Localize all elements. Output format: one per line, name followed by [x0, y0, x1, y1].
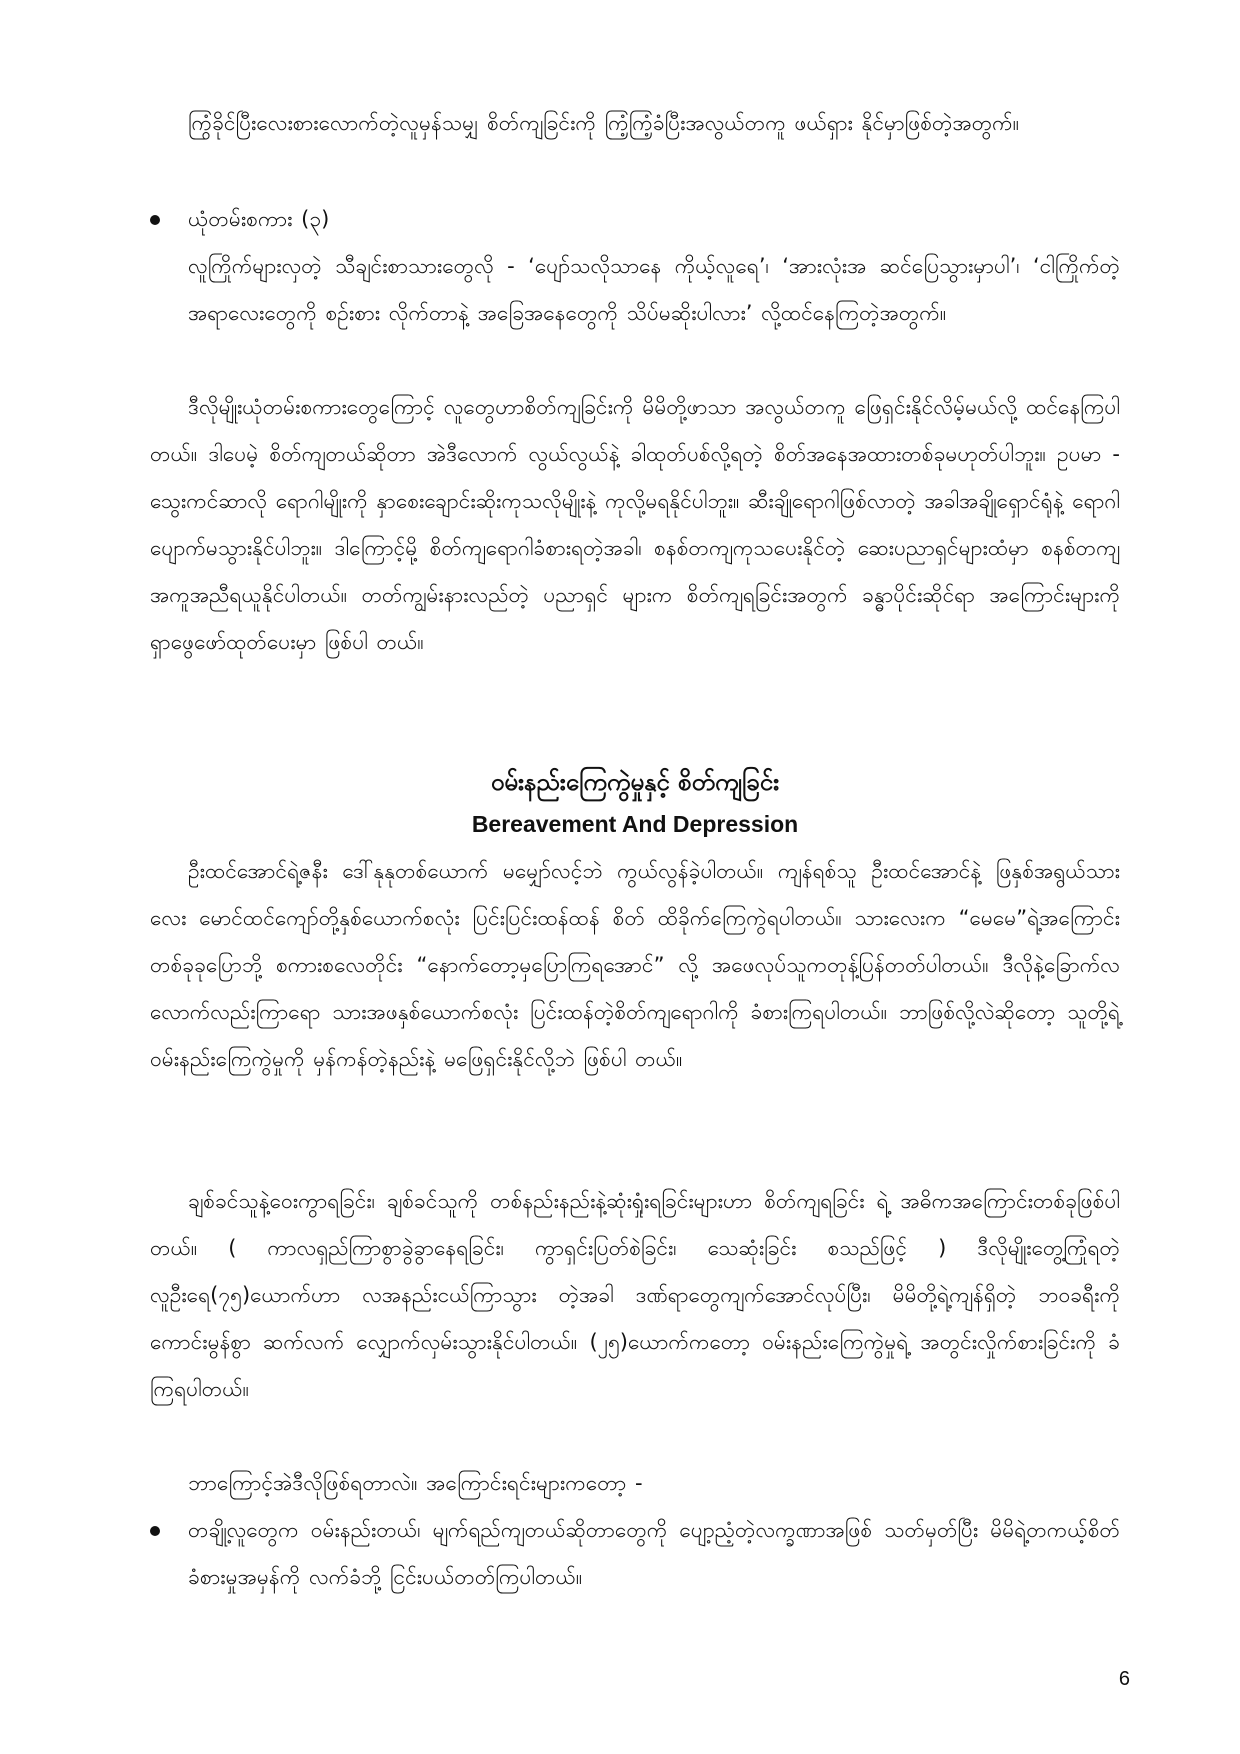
bullet-title: ယုံတမ်းစကား (၃) [188, 207, 330, 231]
paragraph-story [150, 848, 1120, 1083]
paragraph-why [150, 1460, 1120, 1507]
body-paragraph: ဦးထင်အောင်ရဲ့ဇနီး ဒေါ်နုနုတစ်ယောက် မမျှော်လင့်ဘဲ ကွယ်လွန်ခဲ့ပါတယ်။ ကျန်ရစ်သူ ဦးထင်အောင်နဲ့ ဖြနှစ်အရွယ်သားလေး မောင်ထင်ကျော်တို့နှစ်ယောက်စလုံး ပြင်းပြင်းထန်ထန် စိတ် ထိခိုက်ကြေကွဲရပါတယ်။ သားလေးက “မေမေ”ရဲ့အကြောင်း တစ်ခုခုပြောဘို့ စကားစလေတိုင်း “နောက်တော့မှပြောကြရအောင်” လို့ အဖေလုပ်သူကတုန့်ပြန်တတ်ပါတယ်။ ဒီလိုနဲ့ခြောက်လ လောက်လည်းကြာရော သားအဖနှစ်ယောက်စလုံး ပြင်းထန်တဲ့စိတ်ကျရောဂါကို ခံစားကြရပါတယ်။ ဘာဖြစ်လို့လဲဆိုတော့ သူတို့ရဲ့ဝမ်းနည်းကြေကွဲမှုကို မှန်ကန်တဲ့နည်းနဲ့ မဖြေရှင်းနိုင်လို့ဘဲ ဖြစ်ပါ တယ်။ [150, 859, 1120, 1071]
body-paragraph: ကြွံခိုင်ပြီးလေးစားလောက်တဲ့လူမှန်သမျှ စိတ်ကျခြင်းကို ကြံ့ကြံ့ခံပြီးအလွယ်တကူ ဖယ်ရှား နိုင်မှာဖြစ်တဲ့အတွက်။ [188, 111, 1020, 135]
paragraph-loss-causes [150, 1178, 1120, 1413]
bullet-body: လူကြိုက်များလှတဲ့ သီချင်းစာသားတွေလို - ‘ပျော်သလိုသာနေ ကိုယ့်လူရေ’၊ ‘အားလုံးအ ဆင်ပြေသွားမှာပါ’၊ ‘ငါကြိုက်တဲ့အရာလေးတွေကို စဉ်းစား လိုက်တာနဲ့ အခြေအနေတွေကို သိပ်မဆိုးပါလား’ လို့ထင်နေကြတဲ့အတွက်။ [188, 254, 1120, 325]
paragraph-myths-consequence [150, 384, 1120, 666]
section-title-myanmar: ဝမ်းနည်းကြေကွဲမှုနှင့် စိတ်ကျခြင်း [490, 768, 780, 796]
body-paragraph: ချစ်ခင်သူနဲ့ဝေးကွာရခြင်း၊ ချစ်ခင်သူကို တစ်နည်းနည်းနဲ့ဆုံးရှုံးရခြင်းများဟာ စိတ်ကျရခြင်း ရဲ့ အဓိကအကြောင်းတစ်ခုဖြစ်ပါတယ်။ ( ကာလရှည်ကြာစွာခွဲခွာနေရခြင်း၊ ကွာရှင်းပြတ်စဲခြင်း၊ သေဆုံးခြင်း စသည်ဖြင့် ) ဒီလိုမျိုးတွေ့ကြုံရတဲ့ လူဦးရေ(၇၅)ယောက်ဟာ လအနည်းငယ်ကြာသွား တဲ့အခါ ဒဏ်ရာတွေကျက်အောင်လုပ်ပြီး၊ မိမိတို့ရဲ့ကျန်ရှိတဲ့ ဘဝခရီးကိုကောင်းမွန်စွာ ဆက်လက် လျှောက်လှမ်းသွားနိုင်ပါတယ်။ (၂၅)ယောက်ကတော့ ဝမ်းနည်းကြေကွဲမှုရဲ့ အတွင်းလှိုက်စားခြင်းကို ခံကြရပါတယ်။ [150, 1189, 1120, 1401]
paragraph-continuation [188, 100, 1120, 147]
bullet-icon [150, 1526, 160, 1536]
page-number: 6 [1118, 1668, 1130, 1690]
body-paragraph: ဘာကြောင့်အဲဒီလိုဖြစ်ရတာလဲ။ အကြောင်းရင်းများကတော့ - [188, 1471, 643, 1495]
bullet-body: တချို့လူတွေက ဝမ်းနည်းတယ်၊ မျက်ရည်ကျတယ်ဆိုတာတွေကို ပျော့ညံ့တဲ့လက္ခဏာအဖြစ် သတ်မှတ်ပြီး မိမိရဲ့တကယ့်စိတ်ခံစားမှုအမှန်ကို လက်ခံဘို့ ငြင်းပယ်တတ်ကြပါတယ်။ [188, 1518, 1120, 1589]
section-title-english: Bereavement And Depression [471, 811, 799, 837]
bullet-icon [150, 215, 160, 225]
body-paragraph: ဒီလိုမျိုးယုံတမ်းစကားတွေကြောင့် လူတွေဟာစိတ်ကျခြင်းကို မိမိတို့ဖာသာ အလွယ်တကူ ဖြေရှင်းနိုင်လိမ့်မယ်လို့ ထင်နေကြပါတယ်။ ဒါပေမဲ့ စိတ်ကျတယ်ဆိုတာ အဲဒီလောက် လွယ်လွယ်နဲ့ ခါထုတ်ပစ်လို့ရတဲ့ စိတ်အနေအထားတစ်ခုမဟုတ်ပါဘူး။ ဥပမာ - သွေးကင်ဆာလို ရောဂါမျိုးကို နှာစေးချောင်းဆိုးကုသလိုမျိုးနဲ့ ကုလို့မရနိုင်ပါဘူး။ ဆီးချိုရောဂါဖြစ်လာတဲ့ အခါအချိုရှောင်ရုံနဲ့ ရောဂါပျောက်မသွားနိုင်ပါဘူး။ ဒါကြောင့်မို့ စိတ်ကျရောဂါခံစားရတဲ့အခါ၊ စနစ်တကျကုသပေးနိုင်တဲ့ ဆေးပညာရှင်များထံမှာ စနစ်တကျအကူအညီရယူနိုင်ပါတယ်။ တတ်ကျွမ်းနားလည်တဲ့ ပညာရှင် များက စိတ်ကျရခြင်းအတွက် ခန္ဓာပိုင်းဆိုင်ရာ အကြောင်းများကို ရှာဖွေဖော်ထုတ်ပေးမှာ ဖြစ်ပါ တယ်။ [150, 395, 1120, 654]
